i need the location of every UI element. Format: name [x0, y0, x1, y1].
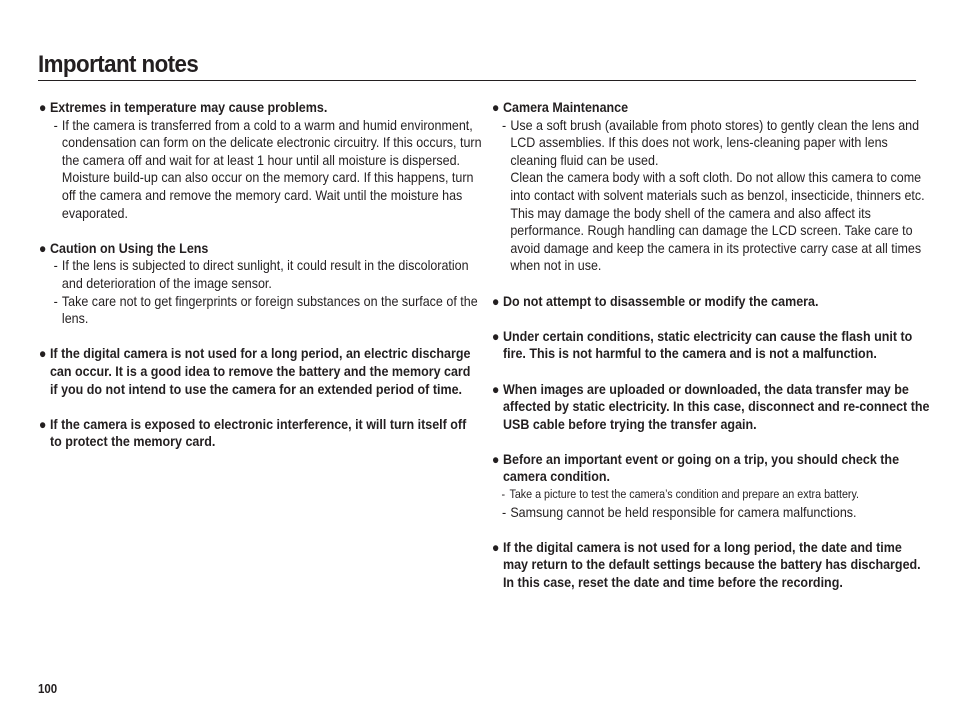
note-item — [491, 486, 933, 504]
note-item — [38, 257, 489, 292]
page-title: Important notes — [38, 51, 199, 78]
note-maintenance — [491, 99, 925, 275]
dash-marker: - — [502, 117, 507, 133]
note-item-text: Take care not to get fingerprints or foreign substances on the surface of the lens. — [61, 293, 478, 327]
note-temperature — [38, 99, 482, 222]
left-column — [38, 99, 482, 468]
dash-marker: - — [53, 258, 58, 274]
bullet-icon: ● — [491, 328, 500, 344]
dash-marker: - — [501, 487, 506, 502]
note-lens — [38, 240, 478, 328]
note-item-text: Use a soft brush (available from photo stores) to gently clean the lens and LCD assemblies. If this does not work, lens-cleaning paper with lens cleaning fluid can be used. — [510, 117, 920, 168]
note-heading: When images are uploaded or downloaded, the data transfer may be affected by static electricity. In this case, disconnect and re-connect the USB cable before trying the transfer again. — [502, 381, 930, 432]
note-static-transfer — [491, 381, 930, 434]
note-item-text: If the lens is subjected to direct sunlight, it could result in the discoloration and deterioration of the image sensor. — [61, 258, 469, 291]
note-item — [38, 117, 489, 223]
note-heading: Before an important event or going on a trip, you should check the camera condition. — [502, 451, 900, 485]
title-divider — [38, 80, 916, 81]
note-date-reset — [491, 539, 921, 592]
note-static-flash — [491, 328, 921, 363]
dash-marker: - — [53, 117, 58, 133]
bullet-icon: ● — [491, 539, 500, 555]
bullet-icon: ● — [38, 346, 47, 362]
note-disassemble — [491, 293, 921, 311]
note-item-text: Samsung cannot be held responsible for camera malfunctions. — [510, 504, 857, 520]
bullet-icon: ● — [38, 416, 47, 432]
note-heading: Under certain conditions, static electricity can cause the flash unit to fire. This is not harmful to the camera and is not a malfunction. — [502, 328, 913, 362]
bullet-icon: ● — [491, 293, 500, 309]
bullet-icon: ● — [491, 100, 500, 115]
note-heading: Extremes in temperature may cause problems. — [49, 100, 328, 115]
bullet-icon: ● — [491, 381, 500, 397]
note-heading: Camera Maintenance — [502, 100, 629, 115]
right-column — [491, 99, 930, 609]
note-item — [491, 117, 938, 170]
note-before-event — [491, 451, 921, 521]
dash-marker: - — [53, 293, 58, 309]
bullet-icon: ● — [491, 451, 500, 467]
note-item — [38, 293, 489, 328]
bullet-icon: ● — [38, 100, 47, 115]
note-long-period-discharge — [38, 345, 471, 398]
note-interference — [38, 416, 468, 451]
note-heading: Caution on Using the Lens — [49, 240, 209, 256]
note-item-text: If the camera is transferred from a cold to a warm and humid environment, condensation can form on the delicate electronic circuitry. If this occurs, turn the camera off and wait for at least 1 hour until all moisture is dispersed. Moisture build-up can also occur on the memory card. If this happens, turn off the camera and remove the memory card. Wait until the moisture has evaporated. — [61, 117, 482, 221]
note-item-text: Take a picture to test the camera’s condition and prepare an extra battery. — [509, 487, 860, 502]
note-item — [491, 504, 938, 522]
note-heading: If the digital camera is not used for a long period, an electric discharge can occur. It is a good idea to remove the battery and the memory card if you do not intend to use the camera for an extended period of time. — [49, 346, 471, 397]
dash-marker: - — [502, 504, 507, 520]
note-heading: If the digital camera is not used for a long period, the date and time may return to the default settings because the battery has discharged. In this case, reset the date and time before the recording. — [502, 539, 921, 591]
bullet-icon: ● — [38, 240, 47, 256]
note-heading: If the camera is exposed to electronic interference, it will turn itself off to protect the memory card. — [49, 416, 467, 450]
note-heading: Do not attempt to disassemble or modify the camera. — [502, 293, 819, 309]
note-continuation: Clean the camera body with a soft cloth. Do not allow this camera to come into contact with solvent materials such as benzol, insecticide, thinners etc. This may damage the body shell of the camera and also affect its performance. Rough handling can damage the LCD screen. Take care to avoid damage and keep the camera in its protective carry case at all times when not in use. — [510, 170, 925, 274]
page-number: 100 — [38, 682, 58, 696]
